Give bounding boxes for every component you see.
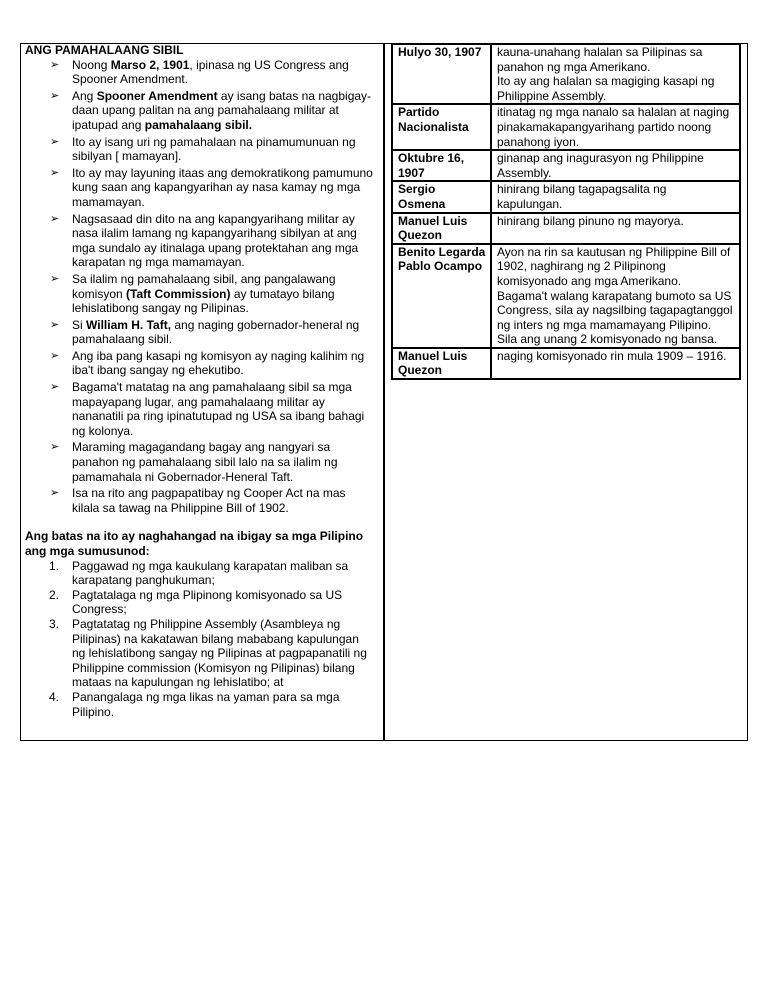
bullet-item: ➢ Nagsasaad din dito na ang kapangyarihang militar ay nasa ilalim lamang ng kapangyarihang sibilyan at ang mga sundalo ay itinalaga upang protektahan ang mga karapatan ng mga mamamayan.: [50, 211, 359, 270]
law-item: 3. Pagtatatag ng Philippine Assembly (Asambleya ng Pilipinas) na kakatawan bilang mababang kapulungan ng lehislatibong sangay ng Pilipinas at pagpapanatili ng Philippine commission (Komisyon ng Pilipinas) bilang mataas na kapulungan ng lehislatibo; at: [49, 616, 367, 690]
law-item: 2. Pagtatalaga ng mga Plipinong komisyonado sa US Congress;: [49, 587, 343, 617]
table-key-cell: Manuel Luis Quezon: [392, 213, 491, 244]
bullet-item: ➢ Si William H. Taft, ang naging gobernador-heneral ng pamahalaang sibil.: [50, 317, 360, 347]
bullet-item: ➢ Maraming magagandang bagay ang nangyari sa panahon ng pamahalaang sibil lalo na sa ilalim ng pamamahala ni Gobernador-Heneral Taft.: [50, 440, 338, 484]
arrow-bullet-icon: ➢: [50, 381, 60, 394]
law-item: 4. Panangalaga ng mga likas na yaman para sa mga Pilipino.: [49, 689, 340, 719]
arrow-bullet-icon: ➢: [50, 58, 60, 71]
table-value-cell: hinirang bilang pinuno ng mayorya.: [491, 213, 740, 244]
table-value-cell: kauna-unahang halalan sa Pilipinas sa panahon ng mga Amerikano. Ito ay ang halalan sa magiging kasapi ng Philippine Assembly.: [491, 44, 740, 104]
table-row: [392, 104, 740, 150]
table-row: [392, 213, 740, 244]
arrow-bullet-icon: ➢: [50, 272, 60, 285]
bullet-item: ➢ Ang Spooner Amendment ay isang batas na nagbigay-daan upang palitan na ang pamahalaang militar at ipatupad ang pamahalaang sibil.: [50, 88, 372, 132]
numbered-list: [25, 559, 375, 720]
column-divider: [383, 43, 385, 741]
arrow-bullet-icon: ➢: [50, 318, 60, 331]
bullet-item: ➢ Isa na rito ang pagpapatibay ng Cooper Act na mas kilala sa tawag na Philippine Bill of 1902.: [50, 486, 346, 515]
table-key-cell: Benito Legarda Pablo Ocampo: [392, 244, 491, 348]
list-number: 4.: [49, 689, 60, 704]
table-key-cell: Sergio Osmena: [392, 181, 491, 212]
bullet-item: ➢ Ito ay may layuning itaas ang demokratikong pamumuno kung saan ang kapangyarihan ay nasa kamay ng mga mamamayan.: [50, 165, 373, 209]
bullet-item: ➢ Noong Marso 2, 1901, ipinasa ng US Congress ang Spooner Amendment.: [50, 57, 349, 87]
list-number: 2.: [49, 587, 60, 602]
list-number: 1.: [49, 558, 60, 573]
timeline-table: [391, 43, 741, 380]
section-title: ANG PAMAHALAANG SIBIL: [25, 43, 184, 57]
arrow-bullet-icon: ➢: [50, 166, 60, 179]
table-value-cell: itinatag ng mga nanalo sa halalan at naging pinakamakapangyarihang partido noong panahong iyon.: [491, 104, 740, 150]
table-key-cell: Manuel Luis Quezon: [392, 348, 491, 379]
table-row: [392, 244, 740, 348]
list-number: 3.: [49, 616, 60, 631]
table-key-cell: Oktubre 16, 1907: [392, 150, 491, 181]
bullet-item: ➢ Ito ay isang uri ng pamahalaan na pinamumunuan ng sibilyan [ mamayan].: [50, 134, 356, 164]
law-item: 1. Paggawad ng mga kaukulang karapatan maliban sa karapatang panghukuman;: [49, 558, 349, 588]
table-value-cell: ginanap ang inagurasyon ng Philippine Assembly.: [491, 150, 740, 181]
table-value-cell: Ayon na rin sa kautusan ng Philippine Bill of 1902, naghirang ng 2 Pilipinong komisyonado ang mga Amerikano. Bagama't walang karapatang bumoto sa US Congress, sila ay nagsilbing tagapagtanggol ng inters ng mga mamamayang Pilipino. Sila ang unang 2 komisyonado ng bansa.: [491, 244, 740, 348]
arrow-bullet-icon: ➢: [50, 135, 60, 148]
table-key-cell: Partido Nacionalista: [392, 104, 491, 150]
table-row: [392, 181, 740, 212]
arrow-bullet-icon: ➢: [50, 487, 60, 500]
left-column: [25, 43, 375, 719]
laws-heading: Ang batas na ito ay naghahangad na ibigay sa mga Pilipino ang mga sumusunod:: [25, 529, 364, 558]
table-value-cell: hinirang bilang tagapagsalita ng kapulungan.: [491, 181, 740, 212]
arrow-bullet-icon: ➢: [50, 349, 60, 362]
table-key-cell: Hulyo 30, 1907: [392, 44, 491, 104]
table-row: [392, 348, 740, 379]
arrow-bullet-icon: ➢: [50, 89, 60, 102]
table-row: [392, 44, 740, 104]
table-value-cell: naging komisyonado rin mula 1909 – 1916.: [491, 348, 740, 379]
bullet-item: ➢ Ang iba pang kasapi ng komisyon ay naging kalihim ng iba't ibang sangay ng ehekutibo.: [50, 348, 365, 378]
bullet-item: ➢ Bagama't matatag na ang pamahalaang sibil sa mga mapayapang lugar, ang pamahalaang militar ay nananatili pa ring ipinatutupad ng USA sa ibang bahagi ng kolonya.: [50, 380, 365, 438]
bullet-item: ➢ Sa ilalim ng pamahalaang sibil, ang pangalawang komisyon (Taft Commission) ay tumatayo bilang lehislatibong sangay ng Pilipinas.: [50, 271, 336, 316]
table-row: [392, 150, 740, 181]
arrow-bullet-icon: ➢: [50, 212, 60, 225]
bullet-list: [25, 58, 375, 516]
arrow-bullet-icon: ➢: [50, 441, 60, 454]
